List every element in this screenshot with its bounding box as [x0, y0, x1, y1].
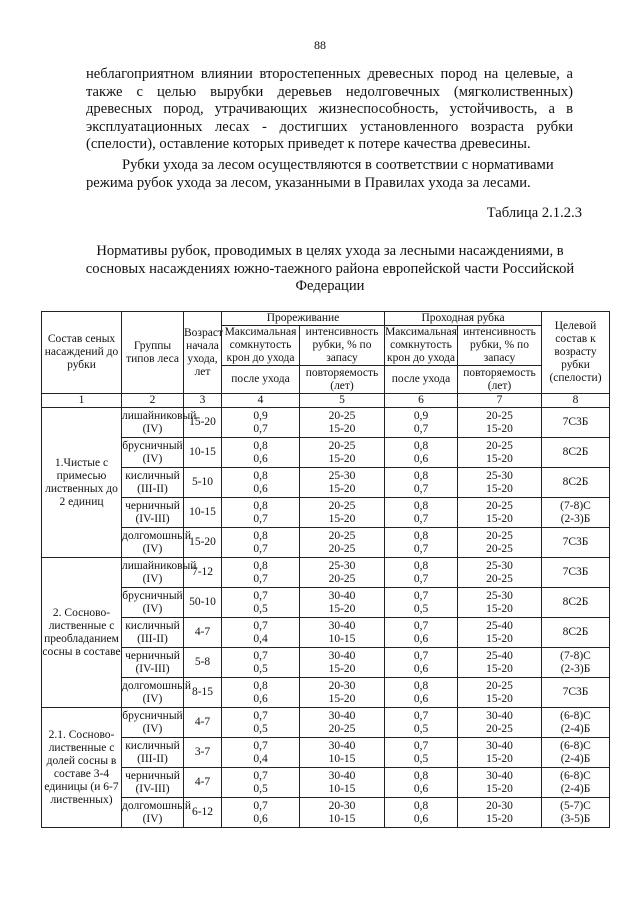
- thinning-intensity-cell: [300, 498, 385, 528]
- thinning-density-cell: [222, 618, 300, 648]
- column-number: 3: [184, 394, 222, 408]
- thinning-density-value: 0,6: [253, 812, 268, 825]
- group-name: 2. Сосново-лиственные с преобладанием сосны в составе: [42, 558, 122, 708]
- passage-density-cell: [385, 558, 458, 588]
- target-composition-value: (2-4)Б: [560, 722, 591, 735]
- passage-intensity-value: 25-30: [486, 589, 513, 602]
- thinning-density-value: 0,6: [253, 452, 268, 465]
- thinning-density-value: 0,7: [253, 739, 268, 752]
- forest-type: лишайниковый (IV): [122, 558, 184, 588]
- header-target: Целевой состав к возрасту рубки (спелости): [542, 312, 610, 394]
- header-passage-intensity: интенсивность рубки, % по запасу: [458, 326, 542, 366]
- header-thinning: Прореживание: [222, 312, 385, 326]
- start-age: 5-8: [184, 648, 222, 678]
- passage-intensity-value: 25-40: [486, 649, 513, 662]
- passage-density-value: 0,6: [413, 452, 429, 465]
- passage-intensity-value: 20-25: [486, 529, 513, 542]
- thinning-intensity-value: 30-40: [328, 619, 356, 632]
- forest-type: долгомошный (IV): [122, 798, 184, 828]
- thinning-intensity-cell: [300, 768, 385, 798]
- body-paragraph-1: неблагоприятном влиянии второстепенных древесных пород на целевые, а также с целью вырубки деревьев недолговечных (мягколиственных) древесных пород, утрачивающих жизнеспособность, устойчивость, а в эксплуатационных лесах - достигших установленного возраста рубки (спелости), оставление которых приведет к потере качества древесины.: [86, 66, 573, 153]
- forest-type: долгомошный (IV): [122, 528, 184, 558]
- passage-intensity-value: 20-25: [486, 679, 513, 692]
- thinning-density-value: 0,7: [253, 769, 268, 782]
- target-composition-cell: [542, 528, 610, 558]
- start-age: 7-12: [184, 558, 222, 588]
- column-number: 6: [385, 394, 458, 408]
- thinning-intensity-value: 20-25: [328, 542, 356, 555]
- thinning-density-value: 0,6: [253, 482, 268, 495]
- passage-intensity-value: 20-25: [486, 572, 513, 585]
- passage-intensity-value: 30-40: [486, 709, 513, 722]
- thinning-density-value: 0,8: [253, 499, 268, 512]
- target-composition-value: (3-5)Б: [560, 812, 591, 825]
- column-number: 7: [458, 394, 542, 408]
- passage-density-value: 0,6: [413, 812, 429, 825]
- target-composition-value: (2-3)Б: [560, 662, 591, 675]
- target-composition-value: 8С2Б: [562, 596, 589, 608]
- thinning-intensity-value: 10-15: [328, 632, 356, 645]
- target-composition-value: 8С2Б: [562, 476, 589, 488]
- thinning-intensity-value: 20-30: [328, 679, 356, 692]
- table-title: Нормативы рубок, проводимых в целях ухода за лесными насаждениями, в сосновых насаждениях южно-таежного района европейской части Российской Федерации: [85, 243, 575, 295]
- forest-type: черничный (IV-III): [122, 648, 184, 678]
- target-composition-value: 8С2Б: [562, 626, 589, 638]
- target-composition-value: (5-7)С: [560, 799, 591, 812]
- header-composition: Состав сеных насаждений до рубки: [42, 312, 122, 394]
- thinning-density-value: 0,7: [253, 542, 268, 555]
- passage-density-value: 0,7: [413, 512, 429, 525]
- thinning-density-cell: [222, 558, 300, 588]
- passage-density-value: 0,7: [413, 589, 429, 602]
- start-age: 10-15: [184, 498, 222, 528]
- passage-intensity-cell: [458, 678, 542, 708]
- table-row: [42, 558, 610, 588]
- passage-density-value: 0,7: [413, 482, 429, 495]
- target-composition-value: (2-4)Б: [560, 752, 591, 765]
- passage-density-value: 0,6: [413, 692, 429, 705]
- passage-density-value: 0,8: [413, 679, 429, 692]
- column-number: 8: [542, 394, 610, 408]
- thinning-intensity-cell: [300, 708, 385, 738]
- thinning-intensity-value: 15-20: [328, 452, 356, 465]
- passage-intensity-cell: [458, 558, 542, 588]
- target-composition-cell: [542, 438, 610, 468]
- header-thinning-after: после ухода: [222, 366, 300, 394]
- thinning-intensity-cell: [300, 798, 385, 828]
- thinning-intensity-cell: [300, 738, 385, 768]
- thinning-intensity-value: 20-25: [328, 572, 356, 585]
- thinning-intensity-value: 30-40: [328, 769, 356, 782]
- thinning-intensity-value: 25-30: [328, 469, 356, 482]
- thinning-density-value: 0,7: [253, 649, 268, 662]
- target-composition-value: (2-3)Б: [560, 512, 591, 525]
- table-row: [42, 708, 610, 738]
- table-row: [42, 408, 610, 438]
- thinning-intensity-value: 25-30: [328, 559, 356, 572]
- forest-type: черничный (IV-III): [122, 768, 184, 798]
- body-paragraph-2: Рубки ухода за лесом осуществляются в соответствии с нормативами режима рубок ухода за лесом, указанными в Правилах ухода за лесами.: [86, 157, 554, 191]
- thinning-intensity-cell: [300, 528, 385, 558]
- thinning-intensity-cell: [300, 558, 385, 588]
- passage-intensity-cell: [458, 408, 542, 438]
- passage-intensity-cell: [458, 588, 542, 618]
- thinning-density-cell: [222, 768, 300, 798]
- thinning-density-cell: [222, 588, 300, 618]
- target-composition-cell: [542, 798, 610, 828]
- passage-density-value: 0,7: [413, 709, 429, 722]
- passage-density-value: 0,6: [413, 662, 429, 675]
- target-composition-value: (6-8)С: [560, 739, 591, 752]
- passage-intensity-cell: [458, 768, 542, 798]
- start-age: 8-15: [184, 678, 222, 708]
- target-composition-value: (7-8)С: [560, 499, 591, 512]
- thinning-intensity-value: 15-20: [328, 482, 356, 495]
- target-composition-cell: [542, 738, 610, 768]
- forest-type: кисличный (III-II): [122, 468, 184, 498]
- thinning-intensity-value: 15-20: [328, 602, 356, 615]
- thinning-density-value: 0,4: [253, 632, 268, 645]
- passage-intensity-cell: [458, 438, 542, 468]
- forest-type: брусничный (IV): [122, 438, 184, 468]
- passage-density-value: 0,7: [413, 422, 429, 435]
- target-composition-cell: [542, 408, 610, 438]
- passage-density-cell: [385, 438, 458, 468]
- thinning-density-value: 0,8: [253, 679, 268, 692]
- passage-density-value: 0,5: [413, 752, 429, 765]
- target-composition-cell: [542, 468, 610, 498]
- passage-density-cell: [385, 738, 458, 768]
- target-composition-cell: [542, 588, 610, 618]
- column-number: 4: [222, 394, 300, 408]
- passage-density-cell: [385, 648, 458, 678]
- passage-density-value: 0,8: [413, 769, 429, 782]
- table-row: [42, 588, 610, 618]
- thinning-density-value: 0,7: [253, 422, 268, 435]
- page-number: 88: [314, 38, 326, 52]
- thinning-density-value: 0,5: [253, 662, 268, 675]
- thinning-intensity-value: 15-20: [328, 662, 356, 675]
- table-row: [42, 798, 610, 828]
- thinning-intensity-cell: [300, 678, 385, 708]
- table-row: [42, 618, 610, 648]
- passage-intensity-value: 30-40: [486, 769, 513, 782]
- passage-intensity-value: 20-25: [486, 409, 513, 422]
- passage-density-cell: [385, 678, 458, 708]
- target-composition-value: 7С3Б: [562, 686, 589, 698]
- table-row: [42, 768, 610, 798]
- start-age: 5-10: [184, 468, 222, 498]
- passage-density-value: 0,8: [413, 499, 429, 512]
- target-composition-cell: [542, 498, 610, 528]
- thinning-density-value: 0,7: [253, 709, 268, 722]
- passage-intensity-value: 20-30: [486, 799, 513, 812]
- forest-type: долгомошный (IV): [122, 678, 184, 708]
- target-composition-value: (2-4)Б: [560, 782, 591, 795]
- header-thinning-max-density: Максимальная сомкнутость крон до ухода: [222, 326, 300, 366]
- passage-density-value: 0,9: [413, 409, 429, 422]
- passage-intensity-value: 15-20: [486, 602, 513, 615]
- thinning-intensity-cell: [300, 438, 385, 468]
- thinning-intensity-value: 15-20: [328, 422, 356, 435]
- thinning-intensity-value: 15-20: [328, 692, 356, 705]
- table-row: [42, 528, 610, 558]
- start-age: 4-7: [184, 618, 222, 648]
- thinning-density-cell: [222, 408, 300, 438]
- passage-intensity-value: 20-25: [486, 439, 513, 452]
- passage-density-value: 0,8: [413, 799, 429, 812]
- thinning-intensity-value: 10-15: [328, 782, 356, 795]
- passage-density-cell: [385, 468, 458, 498]
- thinning-intensity-value: 10-15: [328, 752, 356, 765]
- passage-density-cell: [385, 618, 458, 648]
- target-composition-cell: [542, 558, 610, 588]
- passage-intensity-cell: [458, 618, 542, 648]
- passage-intensity-value: 15-20: [486, 422, 513, 435]
- thinning-density-cell: [222, 678, 300, 708]
- table-label: Таблица 2.1.2.3: [486, 205, 582, 221]
- header-thinning-repeat: повторяемость (лет): [300, 366, 385, 394]
- thinning-intensity-value: 30-40: [328, 589, 356, 602]
- passage-intensity-value: 30-40: [486, 739, 513, 752]
- thinning-intensity-value: 20-30: [328, 799, 356, 812]
- forest-type: кисличный (III-II): [122, 738, 184, 768]
- table-row: [42, 648, 610, 678]
- passage-intensity-cell: [458, 528, 542, 558]
- forest-type: кисличный (III-II): [122, 618, 184, 648]
- thinning-density-value: 0,7: [253, 799, 268, 812]
- passage-intensity-value: 15-20: [486, 662, 513, 675]
- passage-density-value: 0,8: [413, 439, 429, 452]
- thinning-intensity-value: 20-25: [328, 722, 356, 735]
- passage-density-cell: [385, 768, 458, 798]
- thinning-density-value: 0,7: [253, 619, 268, 632]
- header-forest-types: Группы типов леса: [122, 312, 184, 394]
- forest-type: брусничный (IV): [122, 588, 184, 618]
- thinning-density-value: 0,6: [253, 692, 268, 705]
- table-row: [42, 678, 610, 708]
- passage-intensity-value: 15-20: [486, 632, 513, 645]
- thinning-intensity-cell: [300, 648, 385, 678]
- column-number: 1: [42, 394, 122, 408]
- thinning-intensity-value: 15-20: [328, 512, 356, 525]
- thinning-intensity-value: 20-25: [328, 439, 356, 452]
- passage-density-cell: [385, 498, 458, 528]
- group-name: 1.Чистые с примесью лиственных до 2 единиц: [42, 408, 122, 558]
- passage-density-value: 0,6: [413, 632, 429, 645]
- thinning-density-value: 0,7: [253, 572, 268, 585]
- passage-density-cell: [385, 708, 458, 738]
- passage-intensity-value: 15-20: [486, 452, 513, 465]
- thinning-density-value: 0,8: [253, 439, 268, 452]
- thinning-intensity-cell: [300, 618, 385, 648]
- passage-intensity-cell: [458, 738, 542, 768]
- thinning-density-value: 0,5: [253, 602, 268, 615]
- start-age: 3-7: [184, 738, 222, 768]
- passage-density-value: 0,8: [413, 469, 429, 482]
- target-composition-value: 8С2Б: [562, 446, 589, 458]
- passage-intensity-cell: [458, 798, 542, 828]
- passage-intensity-cell: [458, 708, 542, 738]
- start-age: 4-7: [184, 708, 222, 738]
- target-composition-value: 7С3Б: [562, 566, 589, 578]
- thinning-intensity-value: 20-25: [328, 529, 356, 542]
- start-age: 15-20: [184, 528, 222, 558]
- passage-intensity-value: 15-20: [486, 752, 513, 765]
- passage-density-value: 0,7: [413, 739, 429, 752]
- thinning-density-value: 0,5: [253, 782, 268, 795]
- thinning-intensity-cell: [300, 468, 385, 498]
- header-thinning-intensity: интенсивность рубки, % по запасу: [300, 326, 385, 366]
- passage-intensity-value: 20-25: [486, 722, 513, 735]
- thinning-density-value: 0,4: [253, 752, 268, 765]
- thinning-intensity-value: 10-15: [328, 812, 356, 825]
- forest-type: черничный (IV-III): [122, 498, 184, 528]
- target-composition-cell: [542, 648, 610, 678]
- target-composition-cell: [542, 708, 610, 738]
- passage-intensity-value: 20-25: [486, 499, 513, 512]
- header-passage: Проходная рубка: [385, 312, 542, 326]
- header-passage-after: после ухода: [385, 366, 458, 394]
- target-composition-value: 7С3Б: [562, 536, 589, 548]
- start-age: 4-7: [184, 768, 222, 798]
- thinning-intensity-value: 30-40: [328, 709, 356, 722]
- passage-intensity-cell: [458, 648, 542, 678]
- thinning-density-value: 0,8: [253, 529, 268, 542]
- passage-density-cell: [385, 408, 458, 438]
- start-age: 10-15: [184, 438, 222, 468]
- target-composition-cell: [542, 678, 610, 708]
- passage-density-value: 0,5: [413, 722, 429, 735]
- target-composition-cell: [542, 768, 610, 798]
- table-row: [42, 438, 610, 468]
- thinning-density-cell: [222, 438, 300, 468]
- target-composition-cell: [542, 618, 610, 648]
- thinning-intensity-value: 20-25: [328, 499, 356, 512]
- thinning-density-value: 0,9: [253, 409, 268, 422]
- column-number: 5: [300, 394, 385, 408]
- passage-intensity-value: 15-20: [486, 692, 513, 705]
- start-age: 50-10: [184, 588, 222, 618]
- thinning-density-cell: [222, 468, 300, 498]
- target-composition-value: (6-8)С: [560, 769, 591, 782]
- thinning-density-cell: [222, 708, 300, 738]
- thinning-intensity-value: 30-40: [328, 649, 356, 662]
- table-row: [42, 468, 610, 498]
- passage-density-value: 0,5: [413, 602, 429, 615]
- passage-intensity-value: 15-20: [486, 812, 513, 825]
- thinning-intensity-value: 30-40: [328, 739, 356, 752]
- thinning-density-value: 0,7: [253, 589, 268, 602]
- passage-intensity-value: 15-20: [486, 782, 513, 795]
- thinning-intensity-cell: [300, 588, 385, 618]
- column-number: 2: [122, 394, 184, 408]
- table-row: [42, 498, 610, 528]
- passage-density-cell: [385, 588, 458, 618]
- passage-density-value: 0,7: [413, 572, 429, 585]
- passage-intensity-value: 25-40: [486, 619, 513, 632]
- thinning-density-cell: [222, 798, 300, 828]
- header-age: Возраст начала ухода, лет: [184, 312, 222, 394]
- start-age: 6-12: [184, 798, 222, 828]
- header-passage-repeat: повторяемость (лет): [458, 366, 542, 394]
- passage-density-cell: [385, 798, 458, 828]
- passage-intensity-value: 15-20: [486, 482, 513, 495]
- target-composition-value: (6-8)С: [560, 709, 591, 722]
- thinning-density-value: 0,7: [253, 512, 268, 525]
- passage-intensity-cell: [458, 498, 542, 528]
- thinning-density-cell: [222, 498, 300, 528]
- passage-density-cell: [385, 528, 458, 558]
- norms-table: [41, 311, 610, 828]
- thinning-density-cell: [222, 648, 300, 678]
- thinning-density-value: 0,8: [253, 469, 268, 482]
- passage-density-value: 0,7: [413, 542, 429, 555]
- forest-type: брусничный (IV): [122, 708, 184, 738]
- forest-type: лишайниковый (IV): [122, 408, 184, 438]
- group-name: 2.1. Сосново-лиственные с долей сосны в составе 3-4 единицы (и 6-7 лиственных): [42, 708, 122, 828]
- passage-intensity-value: 25-30: [486, 469, 513, 482]
- passage-intensity-value: 20-25: [486, 542, 513, 555]
- thinning-density-cell: [222, 528, 300, 558]
- thinning-intensity-cell: [300, 408, 385, 438]
- passage-intensity-value: 15-20: [486, 512, 513, 525]
- passage-intensity-value: 25-30: [486, 559, 513, 572]
- target-composition-value: 7С3Б: [562, 416, 589, 428]
- passage-density-value: 0,8: [413, 529, 429, 542]
- passage-density-value: 0,8: [413, 559, 429, 572]
- header-passage-max-density: Максимальная сомкнутость крон до ухода: [385, 326, 457, 364]
- thinning-density-value: 0,5: [253, 722, 268, 735]
- thinning-density-value: 0,8: [253, 559, 268, 572]
- passage-intensity-cell: [458, 468, 542, 498]
- thinning-intensity-value: 20-25: [328, 409, 356, 422]
- passage-density-value: 0,6: [413, 782, 429, 795]
- thinning-density-cell: [222, 738, 300, 768]
- table-row: [42, 738, 610, 768]
- target-composition-value: (7-8)С: [560, 649, 591, 662]
- passage-density-value: 0,7: [413, 619, 429, 632]
- passage-density-value: 0,7: [413, 649, 429, 662]
- start-age: 15-20: [184, 408, 222, 438]
